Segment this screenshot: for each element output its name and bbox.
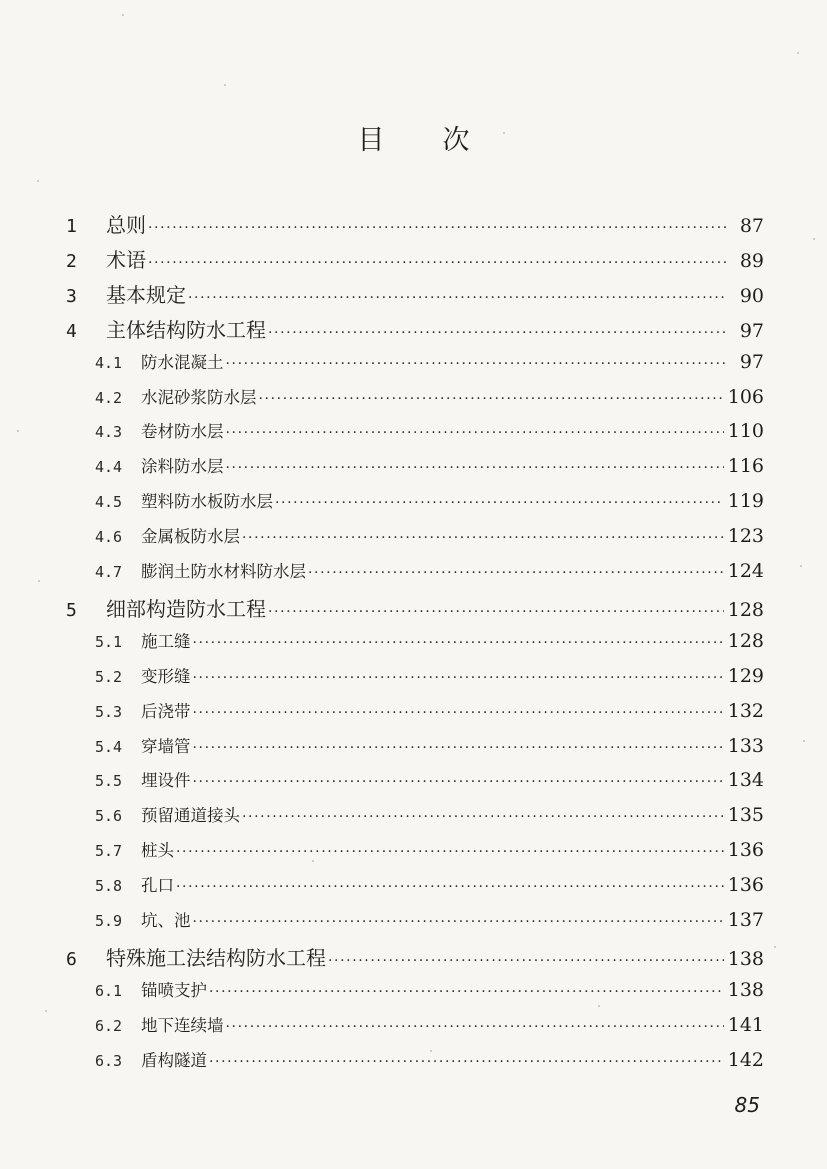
toc-section-row[interactable] [95, 558, 764, 588]
toc-section-row[interactable] [95, 453, 764, 483]
toc-page-number: 106 [727, 385, 764, 408]
toc-page-number: 129 [727, 664, 764, 687]
toc-page-number: 142 [727, 1048, 764, 1071]
toc-entry-label: 孔口 [141, 876, 174, 896]
toc-dot-leader [328, 953, 724, 969]
toc-entry-label: 金属板防水层 [141, 527, 240, 547]
toc-section-row[interactable] [95, 418, 764, 448]
toc-entry-number: 6.2 [95, 1016, 123, 1035]
scan-speck [803, 740, 805, 742]
toc-section-row[interactable] [95, 872, 764, 902]
toc-entry-number: 6 [66, 948, 77, 970]
page-number: 85 [734, 1093, 760, 1117]
toc-dot-leader [148, 220, 726, 236]
toc-dot-leader [226, 460, 724, 476]
toc-dot-leader [268, 325, 726, 341]
toc-dot-leader [209, 984, 724, 1000]
scan-speck [800, 565, 802, 567]
toc-entry-label: 地下连续墙 [141, 1015, 224, 1035]
toc-entry-label: 防水混凝土 [141, 352, 224, 372]
toc-dot-leader [188, 290, 726, 306]
toc-page-number: 138 [727, 947, 764, 970]
toc-entry-label: 水泥砂浆防水层 [141, 387, 257, 407]
toc-entry-number: 5.4 [95, 737, 123, 756]
toc-entry-number: 5.1 [95, 632, 123, 651]
toc-entry-number: 6.1 [95, 981, 123, 1000]
toc-section-row[interactable] [95, 1012, 764, 1042]
page-title [0, 118, 827, 157]
toc-entry-label: 穿墙管 [141, 736, 191, 756]
toc-chapter-row[interactable] [66, 942, 764, 972]
toc-entry-number: 1 [66, 216, 77, 237]
toc-entry-label: 预留通道接头 [141, 806, 240, 826]
toc-dot-leader [148, 255, 726, 271]
toc-entry-label: 坑、池 [141, 911, 191, 930]
toc-section-row[interactable] [95, 663, 764, 693]
toc-entry-label: 盾构隧道 [141, 1050, 207, 1070]
toc-chapter-row[interactable] [66, 209, 764, 239]
toc-section-row[interactable] [95, 767, 764, 797]
toc-entry-label: 特殊施工法结构防水工程 [106, 945, 326, 970]
toc-entry-label: 施工缝 [141, 631, 191, 651]
toc-entry-label: 主体结构防水工程 [106, 317, 266, 342]
toc-section-row[interactable] [95, 523, 764, 553]
toc-page-number: 89 [739, 249, 764, 272]
toc-page-number: 134 [727, 769, 764, 792]
scan-speck [813, 238, 815, 240]
toc-dot-leader [209, 1054, 724, 1070]
toc-entry-label: 埋设件 [141, 771, 191, 791]
toc-section-row[interactable] [95, 1047, 764, 1077]
toc-dot-leader [193, 914, 724, 930]
toc-dot-leader [193, 635, 724, 651]
toc-page-number: 90 [739, 284, 764, 307]
toc-page-number: 135 [727, 804, 764, 827]
toc-entry-number: 4.4 [95, 458, 123, 477]
toc-entry-number: 5.5 [95, 772, 123, 791]
toc-chapter-row[interactable] [66, 314, 764, 344]
toc-entry-number: 4 [66, 320, 77, 342]
toc-chapter-row[interactable] [66, 593, 764, 623]
toc-section-row[interactable] [95, 488, 764, 518]
scan-speck [774, 946, 776, 948]
toc-page-number: 97 [739, 350, 764, 373]
toc-page-number: 123 [727, 525, 764, 548]
toc-dot-leader [193, 774, 724, 790]
toc-entry-number: 5.8 [95, 877, 123, 896]
toc-entry-label: 膨润土防水材料防水层 [141, 562, 306, 581]
toc-dot-leader [226, 425, 724, 441]
scan-speck [224, 84, 226, 86]
toc-entry-number: 4.1 [95, 353, 123, 372]
toc-entry-label: 后浇带 [141, 701, 191, 721]
toc-entry-number: 5.9 [95, 912, 123, 930]
toc-section-row[interactable] [95, 907, 764, 937]
scan-speck [797, 52, 799, 54]
toc-section-row[interactable] [95, 837, 764, 867]
toc-page-number: 124 [727, 560, 764, 582]
toc-entry-label: 塑料防水板防水层 [141, 492, 273, 512]
toc-chapter-row[interactable] [66, 244, 764, 274]
toc-entry-label: 基本规定 [106, 282, 186, 307]
scan-speck [122, 14, 124, 16]
toc-page-number: 136 [727, 839, 764, 862]
toc-dot-leader [176, 879, 724, 895]
toc-entry-label: 变形缝 [141, 666, 191, 686]
toc-page-number: 128 [727, 598, 764, 621]
toc-dot-leader [226, 356, 727, 372]
toc-section-row[interactable] [95, 802, 764, 832]
toc-entry-label: 桩头 [141, 841, 174, 861]
toc-page-number: 137 [727, 909, 764, 931]
toc-entry-label: 术语 [106, 247, 146, 272]
toc-page-number: 116 [727, 455, 764, 478]
toc-entry-number: 4.2 [95, 388, 123, 407]
scan-speck [45, 1010, 47, 1012]
toc-dot-leader [193, 705, 724, 721]
toc-entry-number: 6.3 [95, 1051, 123, 1070]
toc-section-row[interactable] [95, 628, 764, 658]
toc-section-row[interactable] [95, 384, 764, 414]
toc-entry-number: 4.7 [95, 563, 123, 581]
toc-entry-number: 5.7 [95, 842, 123, 861]
toc-dot-leader [259, 391, 724, 407]
toc-entry-number: 4.5 [95, 493, 123, 512]
toc-entry-number: 4.6 [95, 528, 123, 547]
toc-dot-leader [308, 565, 724, 581]
toc-entry-number: 5 [66, 599, 77, 621]
toc-dot-leader [275, 495, 724, 511]
toc-page-number: 119 [727, 490, 764, 513]
toc-entry-label: 卷材防水层 [141, 422, 224, 442]
toc-page-number: 138 [727, 978, 764, 1001]
toc-dot-leader [176, 844, 724, 860]
toc-entry-number: 5.2 [95, 667, 123, 686]
toc-entry-number: 3 [66, 285, 77, 307]
toc-entry-number: 5.3 [95, 702, 123, 721]
title-char-2: 次 [442, 125, 470, 156]
toc-page-number: 110 [727, 420, 764, 443]
toc-dot-leader [268, 604, 724, 620]
scan-speck [38, 580, 40, 582]
toc-section-row[interactable] [95, 977, 764, 1007]
toc-page-number: 133 [727, 734, 764, 757]
toc-page-number: 97 [739, 319, 764, 342]
toc-chapter-row[interactable] [66, 279, 764, 309]
scan-speck [37, 180, 39, 182]
toc-entry-number: 5.6 [95, 807, 123, 826]
toc-dot-leader [193, 670, 724, 686]
toc-entry-number: 4.3 [95, 423, 123, 442]
toc-dot-leader [226, 1019, 724, 1035]
toc-page-number: 128 [727, 629, 764, 652]
toc-section-row[interactable] [95, 698, 764, 728]
toc-dot-leader [193, 740, 724, 756]
toc-dot-leader [242, 530, 724, 546]
toc-entry-label: 涂料防水层 [141, 457, 224, 477]
toc-section-row[interactable] [95, 349, 764, 379]
toc-page-number: 136 [727, 874, 764, 897]
toc-entry-label: 细部构造防水工程 [106, 596, 266, 621]
scan-speck [17, 430, 19, 432]
toc-entry-label: 总则 [106, 213, 146, 237]
toc-dot-leader [242, 809, 724, 825]
toc-entry-number: 2 [66, 250, 77, 272]
toc-page-number: 141 [727, 1013, 764, 1036]
toc-entry-label: 锚喷支护 [141, 980, 207, 1000]
toc-page-number: 132 [727, 699, 764, 722]
toc-section-row[interactable] [95, 733, 764, 763]
title-char-1: 目 [357, 125, 385, 156]
toc-page-number: 87 [739, 215, 764, 237]
